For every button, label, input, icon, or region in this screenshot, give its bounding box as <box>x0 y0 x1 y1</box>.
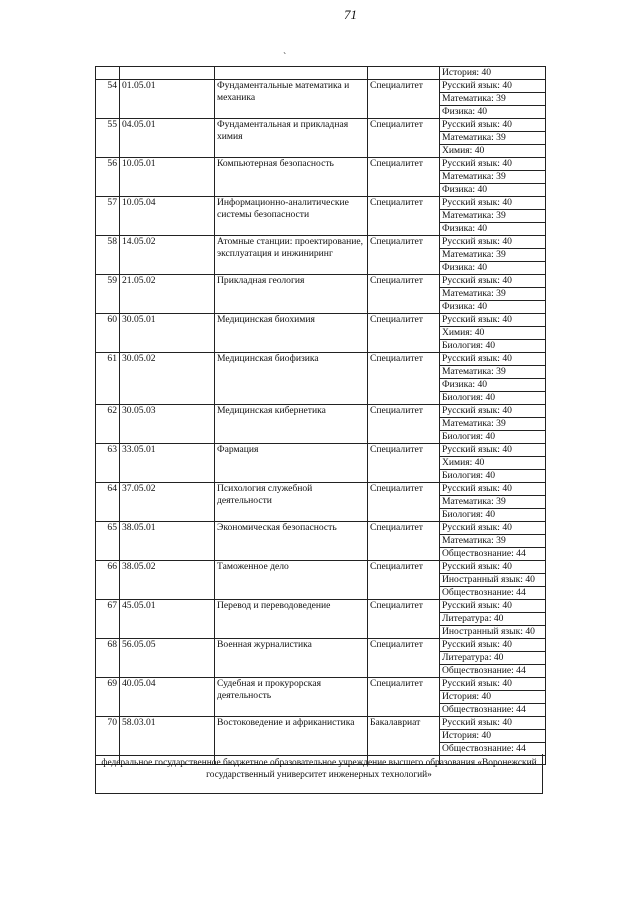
table-row <box>96 522 546 535</box>
cell-subject: Обществознание: 44 <box>440 704 546 717</box>
cell-num: 59 <box>96 275 120 314</box>
cell-subject: Биология: 40 <box>440 470 546 483</box>
cell-subject: История: 40 <box>440 691 546 704</box>
table-row <box>96 561 546 574</box>
cell-num: 66 <box>96 561 120 600</box>
cell-name: Медицинская кибернетика <box>215 405 368 444</box>
cell-subject: Биология: 40 <box>440 392 546 405</box>
cell-subject: Литература: 40 <box>440 652 546 665</box>
cell-subject: Русский язык: 40 <box>440 197 546 210</box>
cell-level: Специалитет <box>368 639 440 678</box>
cell-subject: Русский язык: 40 <box>440 275 546 288</box>
cell-code: 33.05.01 <box>120 444 215 483</box>
cell-level: Специалитет <box>368 561 440 600</box>
cell-subject: Иностранный язык: 40 <box>440 574 546 587</box>
cell-name: Судебная и прокурорская деятельность <box>215 678 368 717</box>
cell-subject: Русский язык: 40 <box>440 678 546 691</box>
cell-subject: Химия: 40 <box>440 327 546 340</box>
cell-code: 01.05.01 <box>120 80 215 119</box>
cell-name: Экономическая безопасность <box>215 522 368 561</box>
cell-subject: Обществознание: 44 <box>440 587 546 600</box>
cell-name: Компьютерная безопасность <box>215 158 368 197</box>
cell-code: 30.05.01 <box>120 314 215 353</box>
cell-subject: Математика: 39 <box>440 210 546 223</box>
cell-name: Информационно-аналитические системы безопасности <box>215 197 368 236</box>
cell-subject: Русский язык: 40 <box>440 483 546 496</box>
cell-subject: Математика: 39 <box>440 171 546 184</box>
table-row <box>96 444 546 457</box>
cell-subject: Русский язык: 40 <box>440 639 546 652</box>
cell-subject: Русский язык: 40 <box>440 80 546 93</box>
cell-num: 70 <box>96 717 120 756</box>
cell-subject: Математика: 39 <box>440 132 546 145</box>
cell-name: Фармация <box>215 444 368 483</box>
cell-code: 40.05.04 <box>120 678 215 717</box>
cell-subject: Русский язык: 40 <box>440 119 546 132</box>
cell-subject: Математика: 39 <box>440 366 546 379</box>
cell-subject: Русский язык: 40 <box>440 405 546 418</box>
cell-name: Военная журналистика <box>215 639 368 678</box>
cell-subject: Русский язык: 40 <box>440 158 546 171</box>
cell-name: Прикладная геология <box>215 275 368 314</box>
cell-level: Специалитет <box>368 522 440 561</box>
cell-subject: Физика: 40 <box>440 379 546 392</box>
cell-code: 04.05.01 <box>120 119 215 158</box>
cell-subject: Русский язык: 40 <box>440 561 546 574</box>
cell-subject: Русский язык: 40 <box>440 353 546 366</box>
cell-code <box>120 67 215 80</box>
table-row <box>96 314 546 327</box>
cell-subject: Математика: 39 <box>440 496 546 509</box>
cell-subject: Русский язык: 40 <box>440 314 546 327</box>
stray-mark: ` <box>283 52 287 63</box>
cell-name: Фундаментальная и прикладная химия <box>215 119 368 158</box>
cell-subject: Физика: 40 <box>440 223 546 236</box>
cell-code: 56.05.05 <box>120 639 215 678</box>
table-row <box>96 483 546 496</box>
cell-level: Специалитет <box>368 444 440 483</box>
carry-over-row <box>96 67 546 80</box>
programs-table-body <box>96 67 546 765</box>
cell-subject: Биология: 40 <box>440 340 546 353</box>
cell-num: 56 <box>96 158 120 197</box>
cell-num: 68 <box>96 639 120 678</box>
cell-subject: Физика: 40 <box>440 301 546 314</box>
table-row <box>96 197 546 210</box>
table-row <box>96 678 546 691</box>
table-row <box>96 600 546 613</box>
cell-level: Специалитет <box>368 600 440 639</box>
cell-level: Специалитет <box>368 236 440 275</box>
cell-num: 65 <box>96 522 120 561</box>
cell-level <box>368 67 440 80</box>
cell-num: 57 <box>96 197 120 236</box>
cell-num: 64 <box>96 483 120 522</box>
cell-subject: Биология: 40 <box>440 509 546 522</box>
cell-subject: История: 40 <box>440 67 546 80</box>
cell-code: 30.05.02 <box>120 353 215 405</box>
cell-code: 37.05.02 <box>120 483 215 522</box>
programs-table <box>95 66 546 765</box>
cell-level: Специалитет <box>368 483 440 522</box>
cell-subject: Физика: 40 <box>440 106 546 119</box>
cell-num: 61 <box>96 353 120 405</box>
cell-num: 69 <box>96 678 120 717</box>
cell-name: Востоковедение и африканистика <box>215 717 368 756</box>
cell-name: Медицинская биофизика <box>215 353 368 405</box>
cell-subject: Обществознание: 44 <box>440 665 546 678</box>
cell-subject: Физика: 40 <box>440 184 546 197</box>
cell-subject: Химия: 40 <box>440 457 546 470</box>
cell-num: 63 <box>96 444 120 483</box>
cell-subject: Математика: 39 <box>440 418 546 431</box>
cell-level: Бакалавриат <box>368 717 440 756</box>
cell-subject: Математика: 39 <box>440 249 546 262</box>
cell-subject: Химия: 40 <box>440 145 546 158</box>
cell-subject: Обществознание: 44 <box>440 743 546 756</box>
cell-subject: Биология: 40 <box>440 431 546 444</box>
cell-num: 55 <box>96 119 120 158</box>
cell-level: Специалитет <box>368 678 440 717</box>
cell-subject: Русский язык: 40 <box>440 600 546 613</box>
cell-level: Специалитет <box>368 119 440 158</box>
cell-subject: Обществознание: 44 <box>440 548 546 561</box>
cell-level: Специалитет <box>368 314 440 353</box>
institution-footer: федеральное государственное бюджетное образовательное учреждение высшего образования «Воронежский государственный университет инженерных технологий» <box>95 754 543 794</box>
cell-subject: Физика: 40 <box>440 262 546 275</box>
cell-code: 30.05.03 <box>120 405 215 444</box>
cell-level: Специалитет <box>368 353 440 405</box>
cell-num <box>96 67 120 80</box>
cell-name: Фундаментальные математика и механика <box>215 80 368 119</box>
cell-code: 10.05.01 <box>120 158 215 197</box>
cell-subject: Литература: 40 <box>440 613 546 626</box>
cell-code: 21.05.02 <box>120 275 215 314</box>
cell-name: Атомные станции: проектирование, эксплуатация и инжиниринг <box>215 236 368 275</box>
cell-code: 38.05.01 <box>120 522 215 561</box>
cell-subject: Русский язык: 40 <box>440 522 546 535</box>
table-row <box>96 158 546 171</box>
page-number: 71 <box>344 7 357 22</box>
cell-num: 67 <box>96 600 120 639</box>
table-row <box>96 353 546 366</box>
table-row <box>96 639 546 652</box>
cell-name <box>215 67 368 80</box>
cell-subject: Иностранный язык: 40 <box>440 626 546 639</box>
cell-code: 38.05.02 <box>120 561 215 600</box>
cell-num: 60 <box>96 314 120 353</box>
cell-num: 62 <box>96 405 120 444</box>
cell-level: Специалитет <box>368 197 440 236</box>
cell-level: Специалитет <box>368 158 440 197</box>
cell-subject: Математика: 39 <box>440 93 546 106</box>
cell-subject: Русский язык: 40 <box>440 236 546 249</box>
cell-subject: Русский язык: 40 <box>440 717 546 730</box>
cell-name: Таможенное дело <box>215 561 368 600</box>
table-row <box>96 236 546 249</box>
cell-code: 45.05.01 <box>120 600 215 639</box>
cell-code: 14.05.02 <box>120 236 215 275</box>
cell-name: Медицинская биохимия <box>215 314 368 353</box>
cell-level: Специалитет <box>368 405 440 444</box>
cell-code: 10.05.04 <box>120 197 215 236</box>
cell-level: Специалитет <box>368 275 440 314</box>
cell-code: 58.03.01 <box>120 717 215 756</box>
cell-num: 54 <box>96 80 120 119</box>
cell-level: Специалитет <box>368 80 440 119</box>
table-row <box>96 80 546 93</box>
cell-subject: Русский язык: 40 <box>440 444 546 457</box>
table-row <box>96 405 546 418</box>
table-row <box>96 717 546 730</box>
cell-subject: Математика: 39 <box>440 288 546 301</box>
cell-num: 58 <box>96 236 120 275</box>
cell-name: Психология служебной деятельности <box>215 483 368 522</box>
table-row <box>96 119 546 132</box>
table-row <box>96 275 546 288</box>
cell-subject: Математика: 39 <box>440 535 546 548</box>
cell-subject: История: 40 <box>440 730 546 743</box>
cell-name: Перевод и переводоведение <box>215 600 368 639</box>
